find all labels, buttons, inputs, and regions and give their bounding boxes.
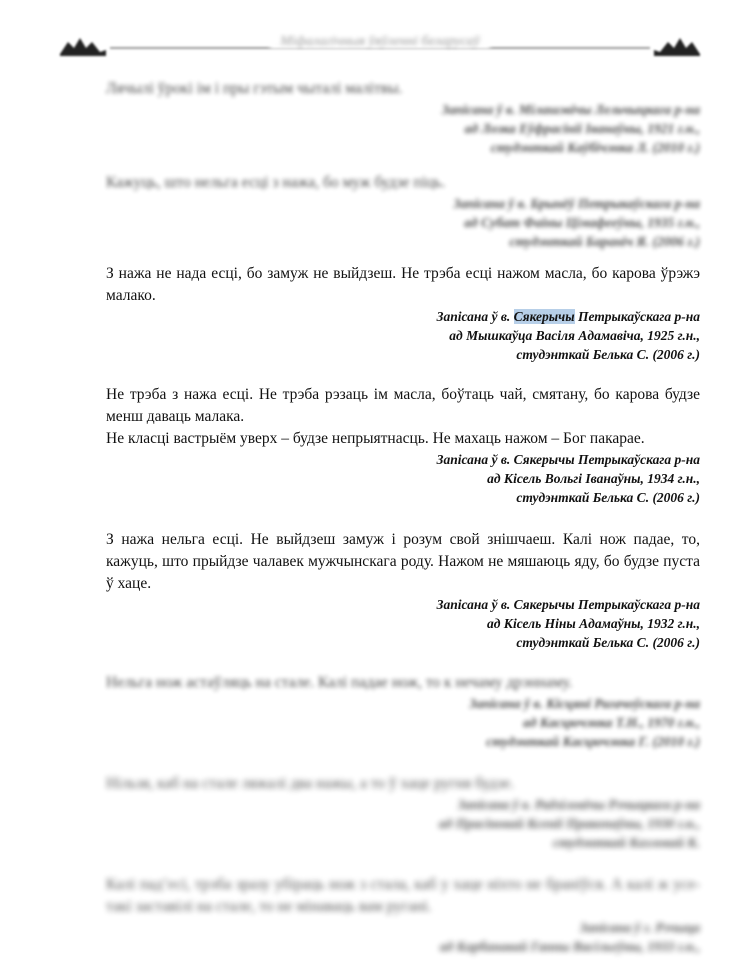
entry-1 <box>106 78 700 157</box>
entry-7 <box>106 773 700 852</box>
entry-text: Нільзя, каб на стале ляжалі два нажы, а то ў хаце ругня будзе. <box>106 775 514 792</box>
entry-text: Нельга нож астаўляць на стале. Калі падае нож, то к нечаму дрэннаму. <box>106 674 573 691</box>
entry-source: Запісана ў в. Сякерычы Петрыкаўскага р-на ад Кісель Вольгі Іванаўны, 1934 г.н., студэнткай Белька С. (2006 г.) <box>436 452 700 505</box>
entry-text: Не трэба з нажа есці. Не трэба рэзаць ім масла, боўтаць чай, смятану, бо карова будзе менш даваць малака. <box>106 386 700 425</box>
entry-8 <box>106 874 700 956</box>
entry-4 <box>106 384 700 507</box>
entry-text: Калі пад’есі, трэба зразу убіраць нож з стала, каб у хаце ніхто не браніўся. А калі ж усе-такі заставілі на стале, то не мінаваць вам ругані. <box>106 876 700 915</box>
entry-source: Запісана ў в. Кісцяні Рагачоўскага р-на ад Касцючэнка Т.Н., 1970 г.н., студэнткай Касцючэнка Г. (2010 г.) <box>469 696 700 749</box>
entry-text: Кажуць, што нельга есці з нажа, бо муж будзе піць. <box>106 174 446 191</box>
ornament-right-icon <box>652 34 702 58</box>
entry-source: Запісана ў в. Сякерычы Петрыкаўскага р-на ад Мышкаўца Васіля Адамавіча, 1925 г.н., студэнткай Белька С. (2006 г.) <box>436 309 700 362</box>
entry-2 <box>106 172 700 251</box>
entry-6 <box>106 672 700 751</box>
entry-source: Запісана ў в. Мілашэвічы Лельчыцкага р-на ад Лозка Еўфрасініі Іванаўны, 1921 г.н., студэнткай Каўбічэнка Л. (2010 г.) <box>441 102 700 155</box>
page-header <box>58 30 702 64</box>
entry-5 <box>106 529 700 652</box>
entry-text: Лячылі ўрокі ім і пры гэтым чыталі малітвы. <box>106 80 403 97</box>
entry-source: Запісана ў в. Сякерычы Петрыкаўскага р-на ад Кісель Ніны Адамаўны, 1932 г.н., студэнткай Белька С. (2006 г.) <box>436 597 700 650</box>
page-content <box>106 78 700 970</box>
entry-source: Запісана ў в. Радзіловічы Рэчыцкага р-на ад Прасіновай Ксеніі Пракопаўны, 1930 г.н., студэнткай Казловай К. <box>438 797 700 850</box>
entry-text: З нажа нельга есці. Не выйдзеш замуж і розум свой знішчаеш. Калі нож падае, то, кажуць, што прыйдзе чалавек мужчынскага роду. Нажом не мяшаюць яду, бо будзе пуста ў хаце. <box>106 531 700 592</box>
running-title: Міфалагічныя ўяўленні беларусаў <box>58 34 702 50</box>
entry-source: Запісана ў в. Брынёў Петрыкаўскага р-на ад Субат Фаіны Цімафееўны, 1935 г.н., студэнткай Бараніч Я. (2006 г.) <box>453 196 700 249</box>
entry-3 <box>106 263 700 364</box>
entry-text: З нажа не нада есці, бо замуж не выйдзеш. Не трэба есці нажом масла, бо карова ўрэжэ малако. <box>106 265 700 304</box>
selected-text-highlight[interactable]: Сякерычы <box>513 309 575 324</box>
entry-text-2: Не класці вастрыём уверх – будзе непрыятнасць. Не махаць нажом – Бог пакарае. <box>106 430 645 447</box>
entry-source: Запісана ў г. Рэчыца ад Карбанавай Ганны Васільеўны, 1933 г.н., <box>439 920 700 954</box>
